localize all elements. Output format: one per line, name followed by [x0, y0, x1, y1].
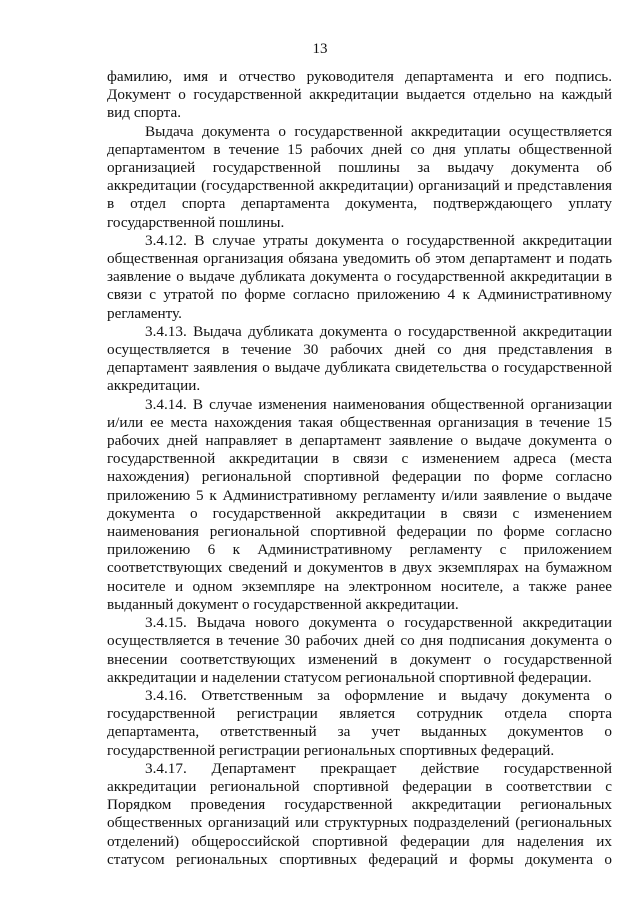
paragraph-continuation: фамилию, имя и отчество руководителя департамента и его подпись. Документ о государственной аккредитации выдается отдельно на каждый вид спорта. [107, 68, 612, 122]
paragraph-3-4-13: 3.4.13. Выдача дубликата документа о государственной аккредитации осуществляется в течение 30 рабочих дней со дня представления в департамент заявления о выдаче дубликата свидетельства о государственной аккредитации. [107, 322, 612, 395]
paragraph-3-4-17: 3.4.17. Департамент прекращает действие государственной аккредитации региональной спортивной федерации в соответствии с Порядком проведения государственной аккредитации региональных общественных организаций или структурных подразделений (региональных отделений) общероссийской спортивной федерации для наделения их статусом региональных спортивных федераций и формы документа о [107, 759, 612, 868]
paragraph-3-4-15: 3.4.15. Выдача нового документа о государственной аккредитации осуществляется в течение 30 рабочих дней со дня подписания документа о внесении соответствующих изменений в документ о государственной аккредитации и наделении статусом региональной спортивной федерации. [107, 614, 612, 686]
paragraph-issuance: Выдача документа о государственной аккредитации осуществляется департаментом в течение 15 рабочих дней со дня уплаты общественной организацией государственной пошлины за выдачу документа об аккредитации (государственной аккредитации) организаций и представления в отдел спорта департамента документа, подтверждающего уплату государственной пошлины. [107, 122, 612, 231]
paragraph-3-4-16: 3.4.16. Ответственным за оформление и выдачу документа о государственной регистрации является сотрудник отдела спорта департамента, ответственный за учет выданных документов о государственной регистрации региональных спортивных федераций. [107, 686, 612, 759]
document-body [107, 68, 612, 869]
paragraph-3-4-12: 3.4.12. В случае утраты документа о государственной аккредитации общественная организация обязана уведомить об этом департамент и подать заявление о выдаче дубликата документа о государственной аккредитации в связи с утратой по форме согласно приложению 4 к Административному регламенту. [107, 231, 612, 322]
page-number: 13 [312, 41, 328, 57]
paragraph-3-4-14: 3.4.14. В случае изменения наименования общественной организации и/или ее места нахождения такая общественная организация в течение 15 рабочих дней направляет в департамент заявление о выдаче документа о государственной аккредитации в связи с изменением адреса (места нахождения) региональной спортивной федерации по форме согласно приложению 5 к Административному регламенту и/или заявление о выдаче документа о государственной аккредитации в связи с изменением наименования региональной спортивной федерации по форме согласно приложению 6 к Административному регламенту с приложением соответствующих сведений и документов в двух экземплярах на бумажном носителе и одном экземпляре на электронном носителе, а также ранее выданный документ о государственной аккредитации. [107, 395, 612, 613]
